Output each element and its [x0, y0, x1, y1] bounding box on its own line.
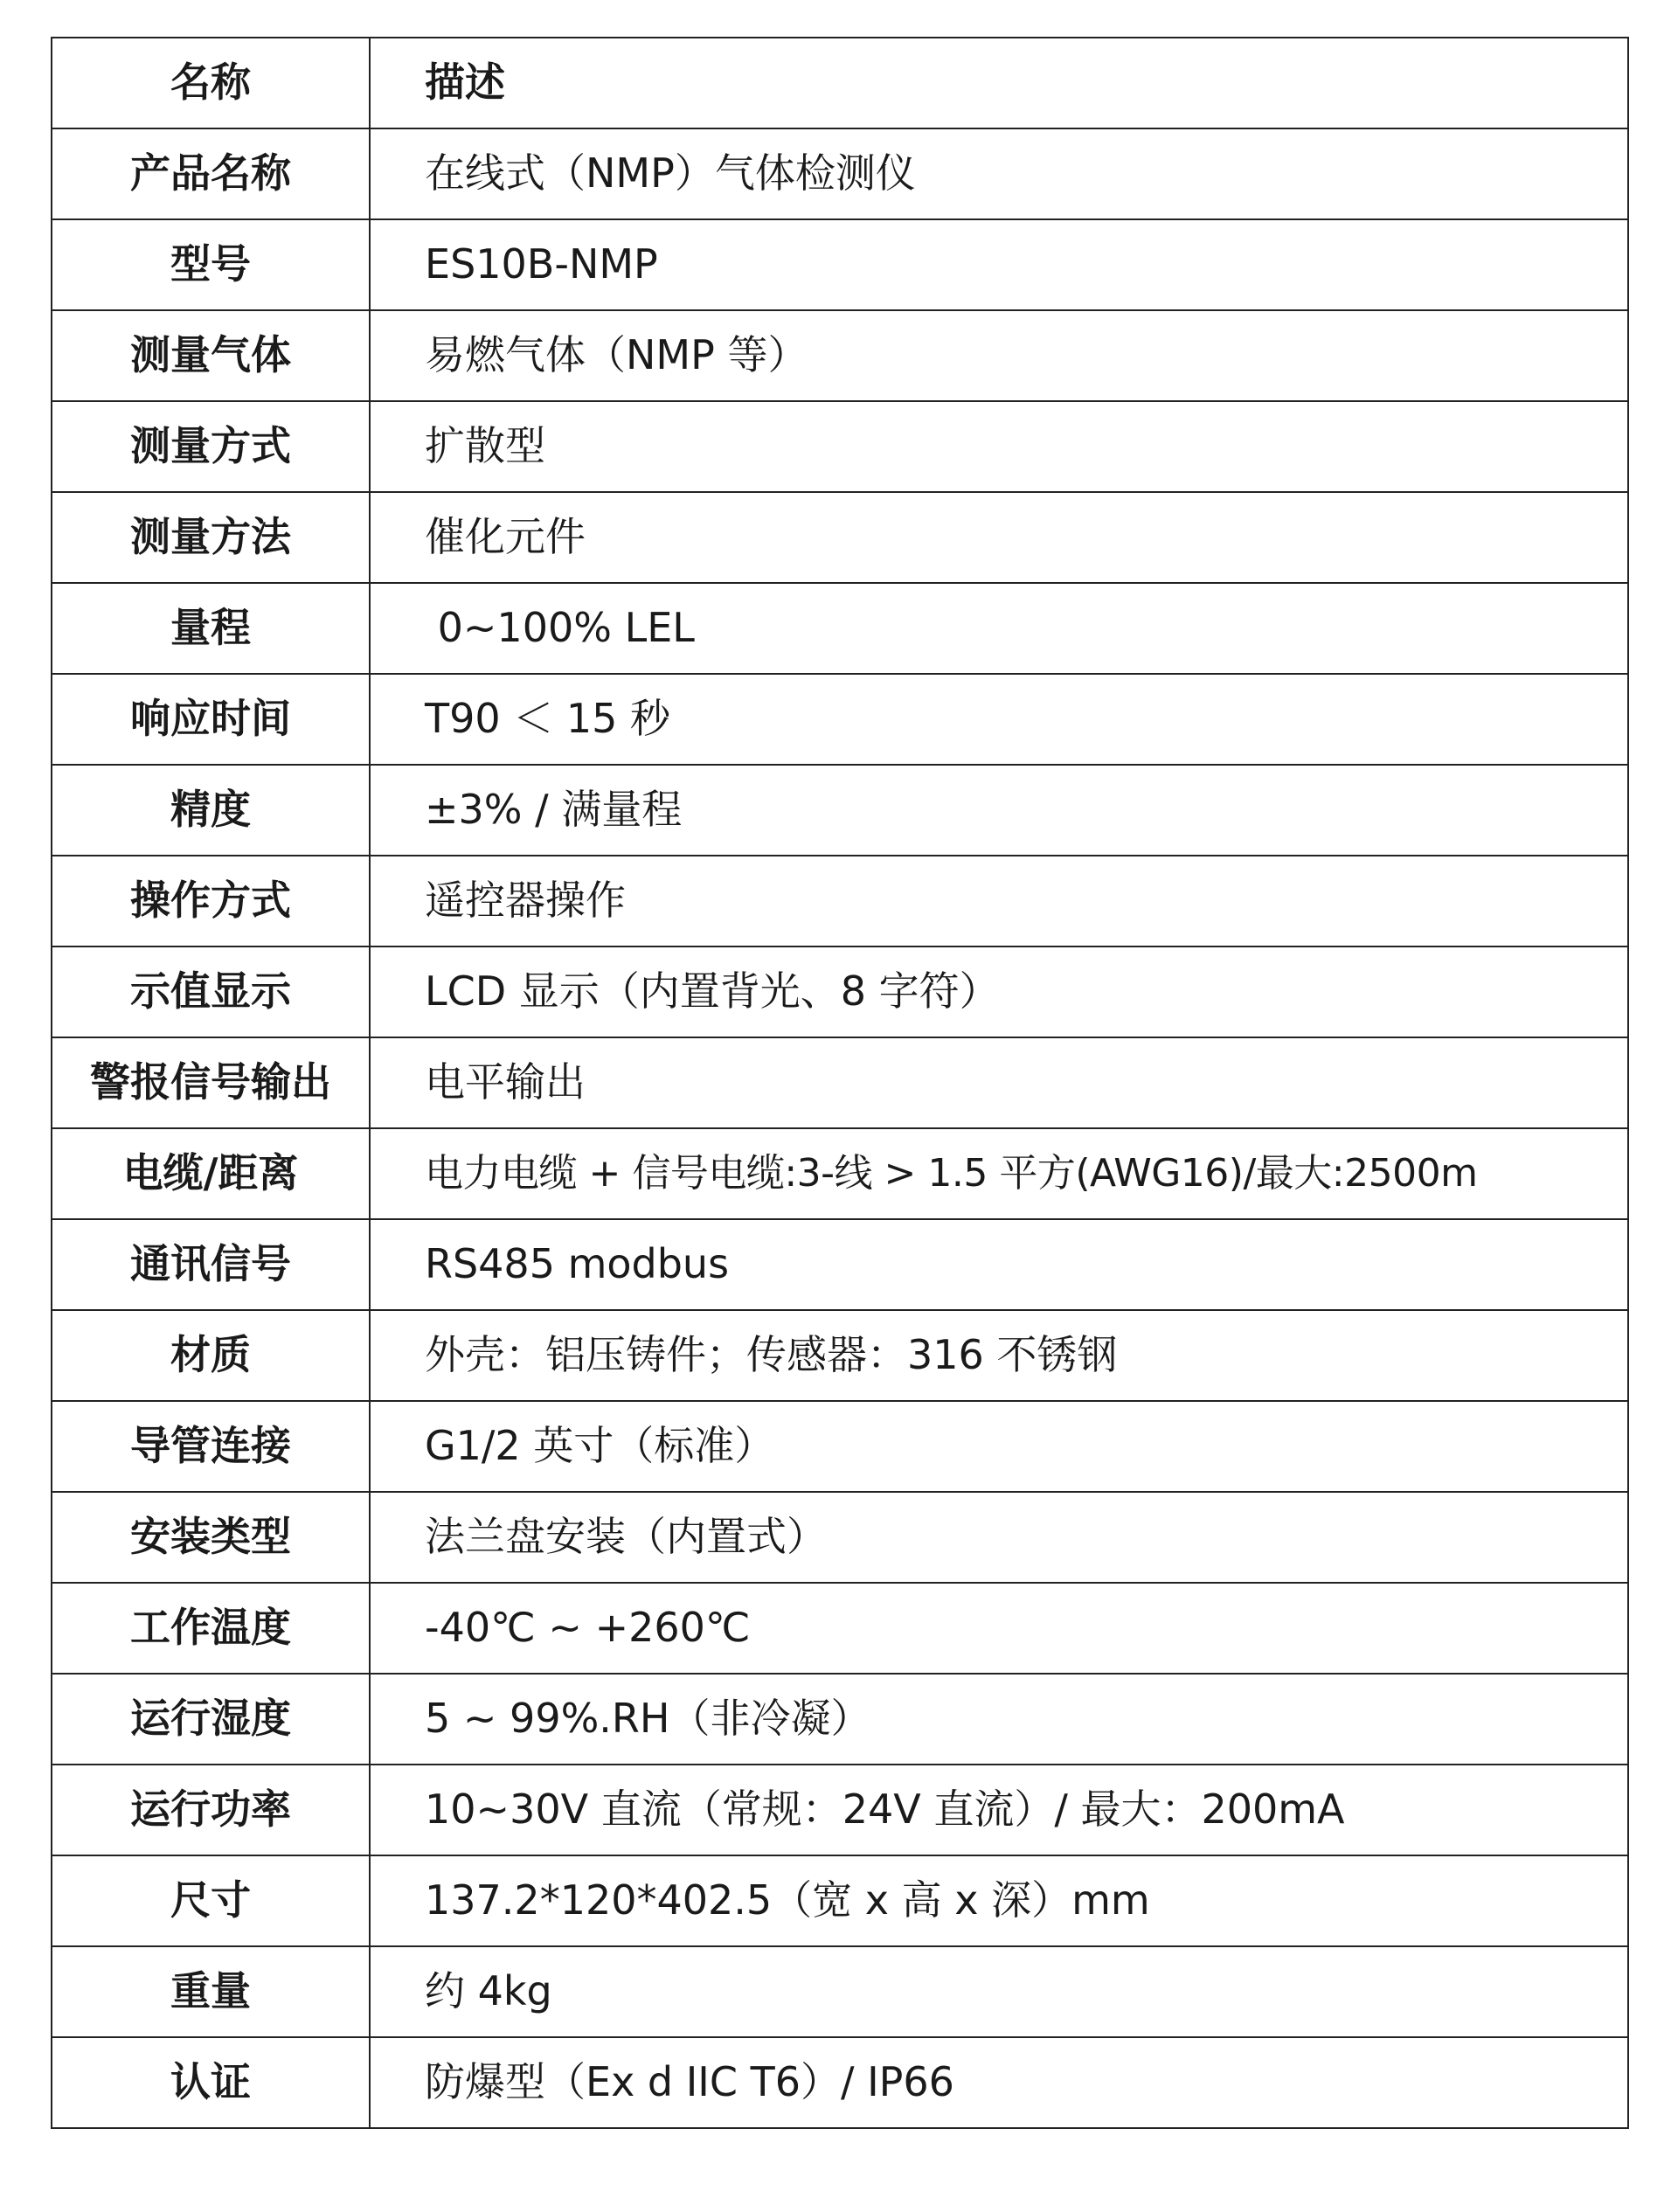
row-value: 137.2*120*402.5（宽 x 高 x 深）mm [370, 1855, 1628, 1946]
row-value: 易燃气体（NMP 等） [370, 310, 1628, 401]
row-value: 电平输出 [370, 1037, 1628, 1128]
table-row [52, 1946, 1628, 2037]
row-label: 材质 [52, 1310, 370, 1401]
row-value: ±3% / 满量程 [370, 765, 1628, 856]
row-label: 运行功率 [52, 1765, 370, 1855]
row-label: 尺寸 [52, 1855, 370, 1946]
row-label: 警报信号输出 [52, 1037, 370, 1128]
header-name: 名称 [52, 38, 370, 128]
header-description: 描述 [370, 38, 1628, 128]
row-label: 精度 [52, 765, 370, 856]
row-label: 型号 [52, 219, 370, 310]
table-row [52, 1401, 1628, 1492]
row-value: 遥控器操作 [370, 856, 1628, 947]
table-row [52, 1855, 1628, 1946]
row-label: 量程 [52, 583, 370, 674]
table-row [52, 856, 1628, 947]
table-row [52, 583, 1628, 674]
row-value: T90 ＜ 15 秒 [370, 674, 1628, 765]
table-row [52, 1492, 1628, 1583]
table-row [52, 401, 1628, 492]
row-value: 5 ~ 99%.RH（非冷凝） [370, 1674, 1628, 1765]
row-label: 运行湿度 [52, 1674, 370, 1765]
table-row [52, 765, 1628, 856]
table-header-row [52, 38, 1628, 128]
row-value: 10~30V 直流（常规：24V 直流）/ 最大：200mA [370, 1765, 1628, 1855]
row-label: 产品名称 [52, 128, 370, 219]
table-row [52, 1310, 1628, 1401]
row-label: 电缆/距离 [52, 1128, 370, 1219]
table-row [52, 1037, 1628, 1128]
row-label: 操作方式 [52, 856, 370, 947]
row-label: 重量 [52, 1946, 370, 2037]
row-value: 法兰盘安装（内置式） [370, 1492, 1628, 1583]
row-label: 测量方式 [52, 401, 370, 492]
table-row [52, 310, 1628, 401]
row-value: -40℃ ~ +260℃ [370, 1583, 1628, 1674]
row-value: 在线式（NMP）气体检测仪 [370, 128, 1628, 219]
row-label: 响应时间 [52, 674, 370, 765]
row-label: 测量方法 [52, 492, 370, 583]
row-label: 安装类型 [52, 1492, 370, 1583]
table-row [52, 492, 1628, 583]
row-value: ES10B-NMP [370, 219, 1628, 310]
row-label: 测量气体 [52, 310, 370, 401]
row-value: RS485 modbus [370, 1219, 1628, 1310]
table-row [52, 1583, 1628, 1674]
row-value: 约 4kg [370, 1946, 1628, 2037]
spec-table [51, 37, 1629, 2129]
table-row [52, 219, 1628, 310]
row-value: 0~100% LEL [370, 583, 1628, 674]
row-label: 通讯信号 [52, 1219, 370, 1310]
row-label: 认证 [52, 2037, 370, 2128]
table-row [52, 1765, 1628, 1855]
table-row [52, 674, 1628, 765]
table-row [52, 1128, 1628, 1219]
table-row [52, 2037, 1628, 2128]
row-value: G1/2 英寸（标准） [370, 1401, 1628, 1492]
table-row [52, 947, 1628, 1037]
table-row [52, 128, 1628, 219]
row-value: 防爆型（Ex d IIC T6）/ IP66 [370, 2037, 1628, 2128]
row-value: 扩散型 [370, 401, 1628, 492]
row-value: 电力电缆 + 信号电缆:3-线 > 1.5 平方(AWG16)/最大:2500m [370, 1128, 1628, 1219]
row-label: 工作温度 [52, 1583, 370, 1674]
table-row [52, 1219, 1628, 1310]
row-value: 催化元件 [370, 492, 1628, 583]
row-label: 导管连接 [52, 1401, 370, 1492]
row-value: 外壳：铝压铸件；传感器：316 不锈钢 [370, 1310, 1628, 1401]
row-label: 示值显示 [52, 947, 370, 1037]
table-row [52, 1674, 1628, 1765]
row-value: LCD 显示（内置背光、8 字符） [370, 947, 1628, 1037]
